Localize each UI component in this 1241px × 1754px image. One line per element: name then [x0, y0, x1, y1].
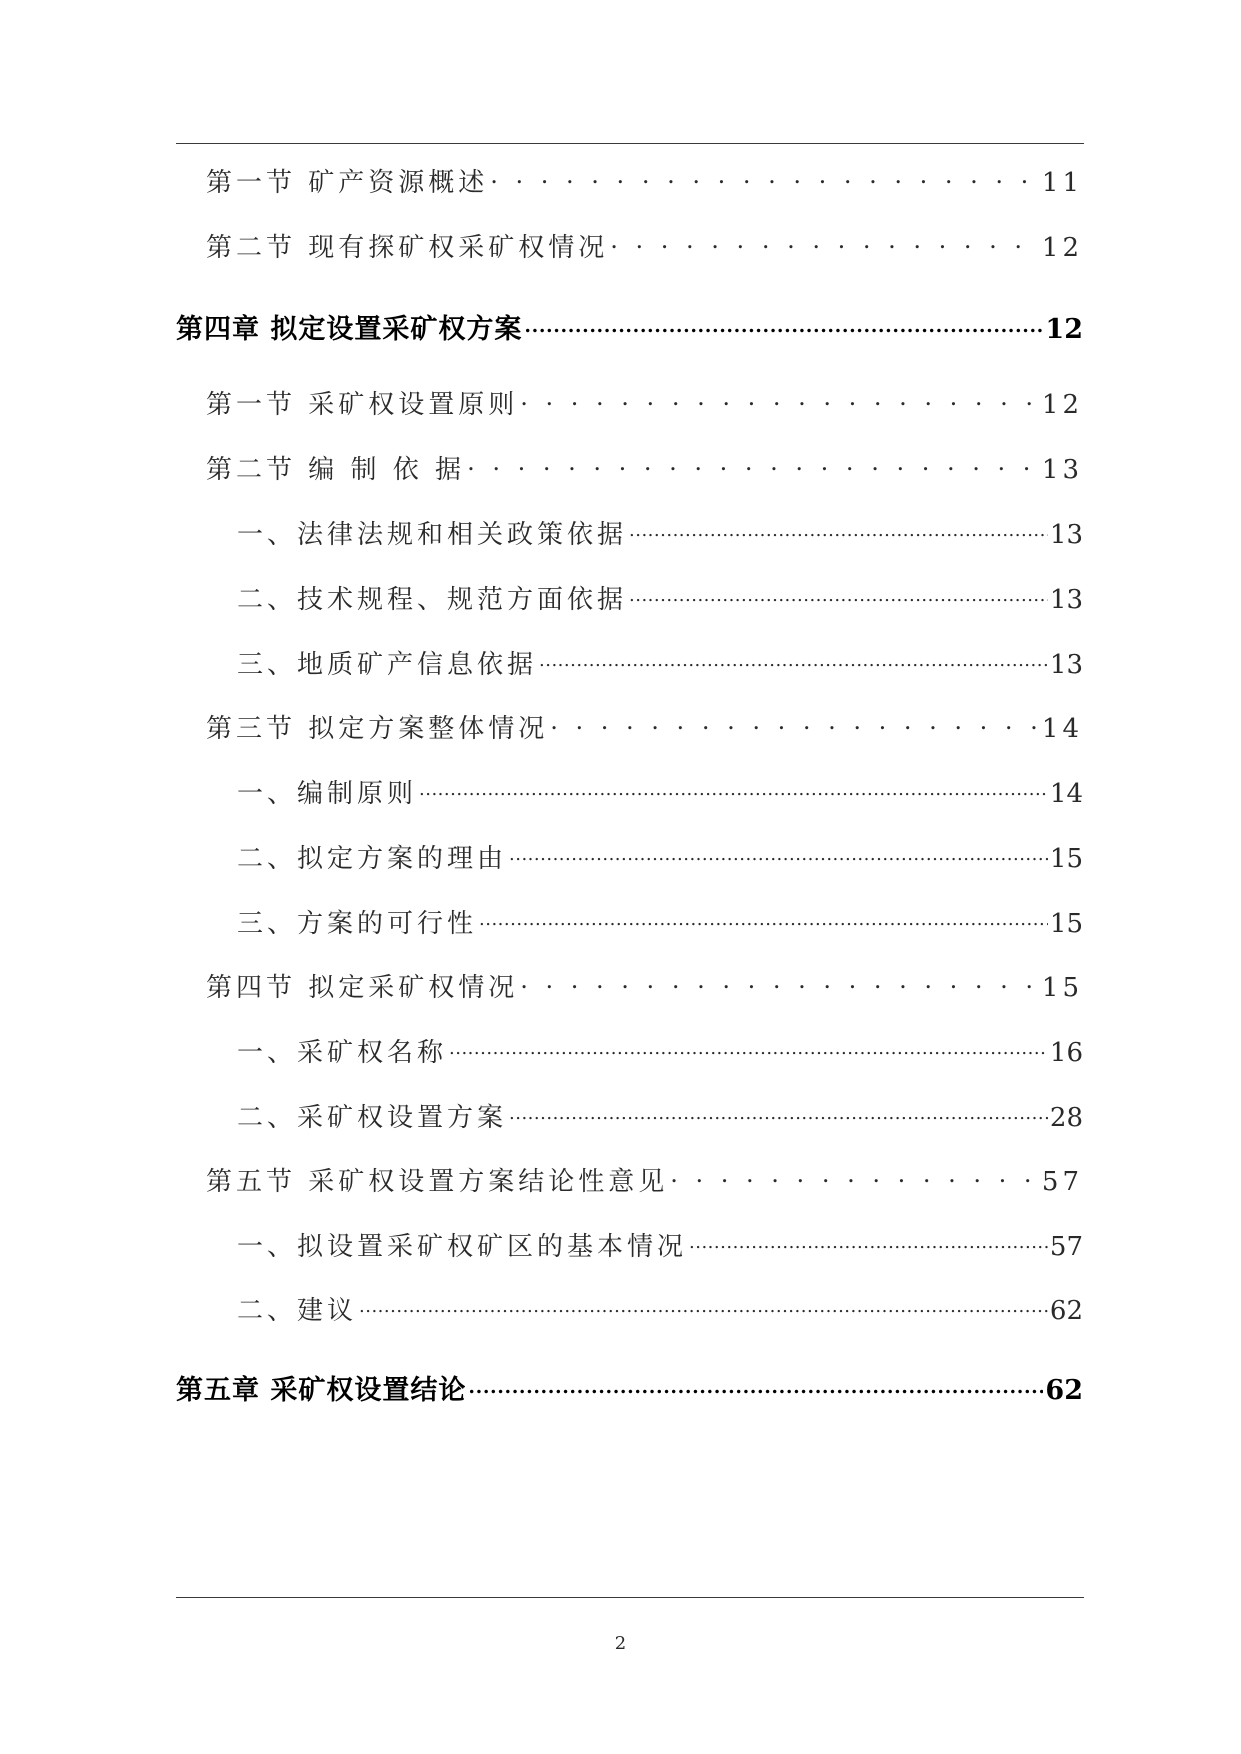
dot-leader — [689, 1224, 1048, 1255]
toc-entry-page: 12 — [1041, 390, 1083, 421]
toc-entry-item[interactable] — [237, 512, 1083, 551]
toc-entry-label: 二、建议 — [237, 1296, 358, 1327]
toc-entry-section[interactable] — [206, 225, 1083, 264]
toc-entry-label: 二、采矿权设置方案 — [237, 1103, 508, 1134]
dot-leader — [509, 836, 1048, 867]
toc-entry-section[interactable] — [206, 160, 1083, 199]
toc-entry-page: 14 — [1041, 714, 1083, 745]
toc-entry-page: 15 — [1049, 844, 1083, 875]
toc-entry-item[interactable] — [237, 577, 1083, 616]
toc-entry-label: 一、编制原则 — [237, 779, 418, 810]
toc-entry-label: 第二节 现有探矿权采矿权情况 — [206, 233, 609, 264]
page-number: 2 — [614, 1633, 627, 1654]
dot-leader — [479, 901, 1048, 932]
toc-entry-chapter[interactable] — [176, 1367, 1083, 1407]
toc-entry-label: 第五章 采矿权设置结论 — [176, 1375, 467, 1407]
toc-entry-section[interactable] — [206, 706, 1083, 745]
toc-entry-page: 12 — [1045, 314, 1083, 346]
dot-leader — [629, 512, 1048, 543]
toc-entry-page: 62 — [1045, 1375, 1083, 1407]
toc-entry-item[interactable] — [237, 642, 1083, 681]
toc-entry-chapter[interactable] — [176, 306, 1083, 346]
toc-entry-item[interactable] — [237, 901, 1083, 940]
toc-entry-page: 16 — [1049, 1038, 1083, 1069]
toc-entry-label: 一、采矿权名称 — [237, 1038, 448, 1069]
toc-entry-page: 57 — [1049, 1232, 1083, 1263]
toc-entry-page: 15 — [1041, 973, 1083, 1004]
dot-leader — [520, 965, 1040, 996]
dot-leader — [359, 1288, 1048, 1319]
toc-entry-page: 62 — [1049, 1296, 1083, 1327]
dot-leader — [490, 160, 1040, 191]
toc-entry-label: 第四节 拟定采矿权情况 — [206, 973, 519, 1004]
toc-entry-label: 一、法律法规和相关政策依据 — [237, 520, 628, 551]
dot-leader — [467, 447, 1040, 478]
toc-entry-item[interactable] — [237, 771, 1083, 810]
toc-entry-page: 12 — [1041, 233, 1083, 264]
dot-leader — [509, 1095, 1048, 1126]
toc-entry-section[interactable] — [206, 447, 1083, 486]
dot-leader — [539, 642, 1048, 673]
toc-entry-item[interactable] — [237, 1095, 1083, 1134]
toc-entry-page: 13 — [1049, 650, 1083, 681]
toc-entry-item[interactable] — [237, 1288, 1083, 1327]
toc-entry-item[interactable] — [237, 836, 1083, 875]
toc-entry-label: 二、技术规程、规范方面依据 — [237, 585, 628, 616]
toc-entry-label: 第一节 采矿权设置原则 — [206, 390, 519, 421]
toc-entry-label: 一、拟设置采矿权矿区的基本情况 — [237, 1232, 688, 1263]
toc-entry-label: 第一节 矿产资源概述 — [206, 168, 489, 199]
toc-entry-page: 13 — [1041, 455, 1083, 486]
toc-entry-section[interactable] — [206, 382, 1083, 421]
toc-entry-item[interactable] — [237, 1224, 1083, 1263]
toc-entry-label: 第三节 拟定方案整体情况 — [206, 714, 549, 745]
dot-leader — [670, 1159, 1040, 1190]
toc-entry-label: 三、地质矿产信息依据 — [237, 650, 538, 681]
toc-entry-page: 14 — [1049, 779, 1083, 810]
dot-leader — [524, 306, 1043, 338]
toc-entry-page: 11 — [1041, 168, 1083, 199]
dot-leader — [419, 771, 1048, 802]
toc-entry-page: 13 — [1049, 520, 1083, 551]
toc-entry-section[interactable] — [206, 965, 1083, 1004]
dot-leader — [610, 225, 1040, 256]
toc-entry-page: 15 — [1049, 909, 1083, 940]
toc-entry-label: 第四章 拟定设置采矿权方案 — [176, 314, 523, 346]
dot-leader — [550, 706, 1040, 737]
toc-entry-page: 13 — [1049, 585, 1083, 616]
toc-entry-page: 57 — [1041, 1167, 1083, 1198]
dot-leader — [449, 1030, 1048, 1061]
toc-entry-label: 第五节 采矿权设置方案结论性意见 — [206, 1167, 669, 1198]
toc-entry-page: 28 — [1049, 1103, 1083, 1134]
footer-rule — [176, 1597, 1084, 1598]
toc-entry-section[interactable] — [206, 1159, 1083, 1198]
toc-entry-label: 第二节 编 制 依 据 — [206, 455, 466, 486]
dot-leader — [468, 1367, 1043, 1399]
dot-leader — [520, 382, 1040, 413]
dot-leader — [629, 577, 1048, 608]
toc-entry-item[interactable] — [237, 1030, 1083, 1069]
toc-entry-label: 三、方案的可行性 — [237, 909, 478, 940]
toc-entry-label: 二、拟定方案的理由 — [237, 844, 508, 875]
